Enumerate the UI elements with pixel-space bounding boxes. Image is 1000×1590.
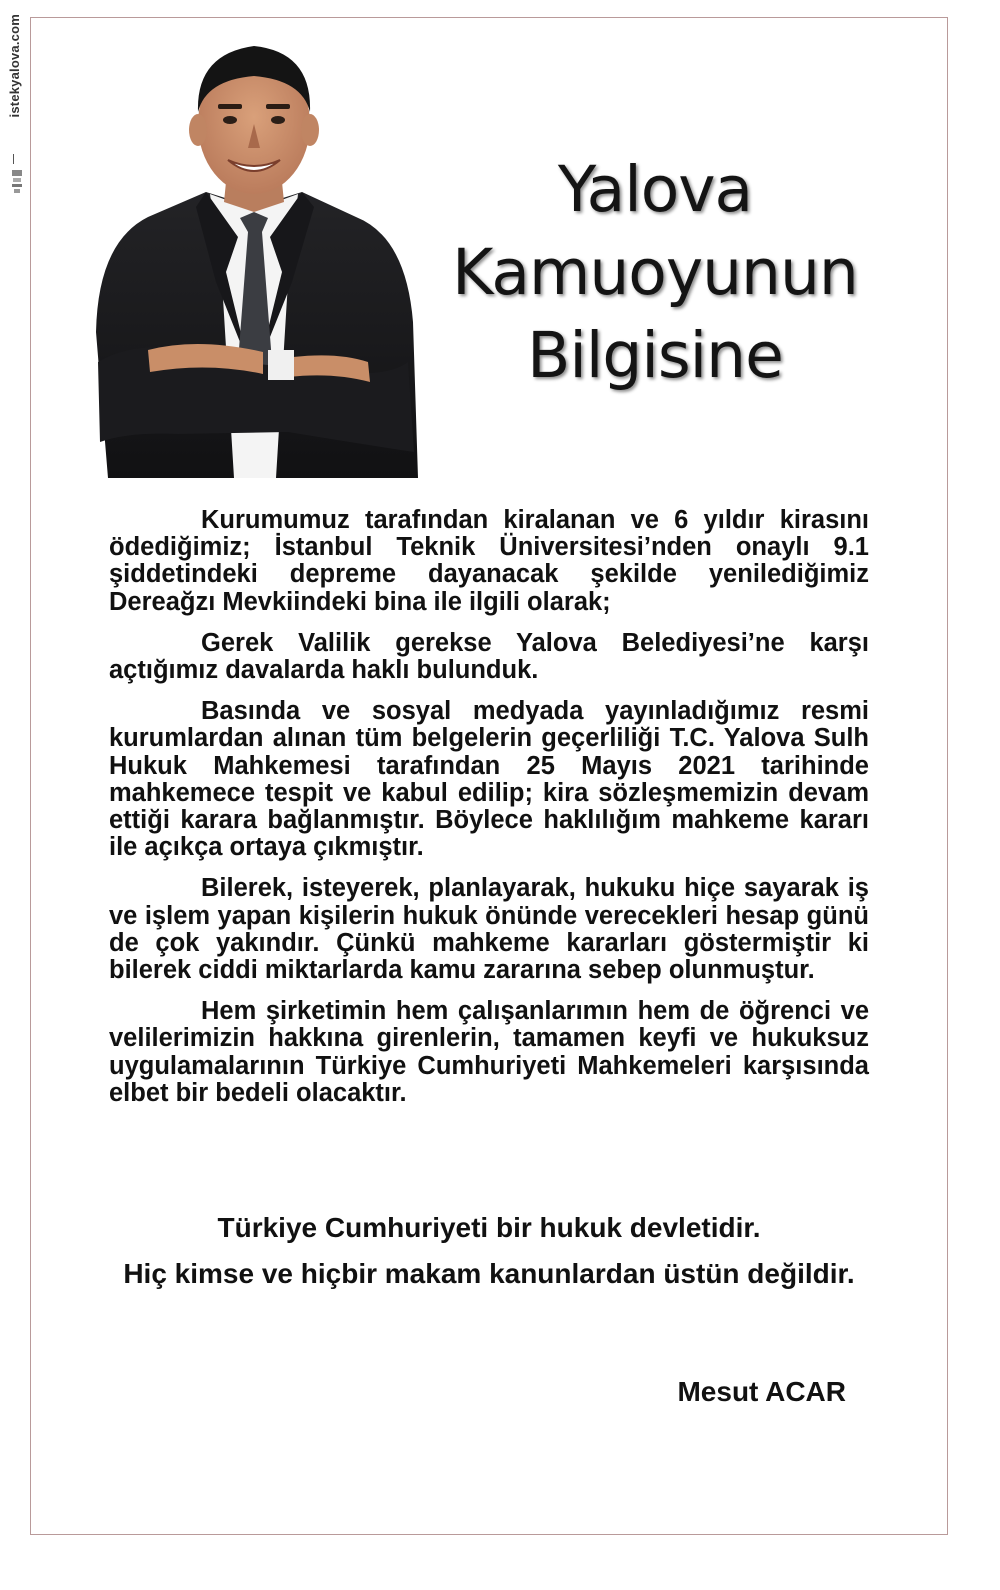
watermark-logo-icon	[10, 168, 24, 196]
signature: Mesut ACAR	[677, 1376, 846, 1407]
announcement-title	[445, 148, 865, 397]
portrait-photo	[88, 32, 420, 478]
paragraph: Gerek Valilik gerekse Yalova Belediyesi’ne karşı açtığımız davalarda haklı bulunduk.	[109, 628, 869, 685]
announcement-body	[109, 507, 869, 1121]
paragraph: Bilerek, isteyerek, planlayarak, hukuku hiçe sayarak iş ve işlem yapan kişilerin hukuk önünde verecekleri hesap günü de çok yakındır. Çünkü mahkeme kararları göstermiştir ki bilerek ciddi miktarlarda kamu zararına sebep olunmuştur.	[109, 874, 869, 985]
watermark-divider	[13, 154, 14, 164]
closing-statement-2: Hiç kimse ve hiçbir makam kanunlardan üstün değildir.	[123, 1258, 855, 1289]
paragraph: Hem şirketimin hem çalışanlarımın hem de öğrenci ve velilerimizin hakkına girenlerin, tamamen keyfi ve hukuksuz uygulamalarının Türkiye Cumhuriyeti Mahkemeleri karşısında elbet bir bedeli olacaktır.	[109, 997, 869, 1107]
paragraph: Kurumumuz tarafından kiralanan ve 6 yıldır kirasını ödediğimiz; İstanbul Teknik Üniversitesi’nden onaylı 9.1 şiddetindeki depreme dayanacak şekilde yenilediğimiz Dereağzı Mevkiindeki bina ile ilgili olarak;	[109, 506, 869, 616]
watermark	[2, 8, 28, 198]
watermark-site-text: istekyalova.com	[7, 14, 22, 118]
paragraph: Basında ve sosyal medyada yayınladığımız resmi kurumlardan alınan tüm belgelerin geçerliliği T.C. Yalova Sulh Hukuk Mahkemesi tarafından 25 Mayıs 2021 tarihinde mahkemece tespit ve kabul edilip; kira sözleşmemizin devam ettiği karara bağlanmıştır. Böylece haklılığım mahkeme kararı ile açıkça ortaya çıkmıştır.	[109, 697, 869, 862]
title-line-3: Bilgisine	[527, 319, 783, 392]
closing-statement-1: Türkiye Cumhuriyeti bir hukuk devletidir.	[217, 1212, 761, 1243]
title-line-1: Yalova	[557, 153, 753, 226]
title-line-2: Kamuoyunun	[452, 236, 858, 309]
